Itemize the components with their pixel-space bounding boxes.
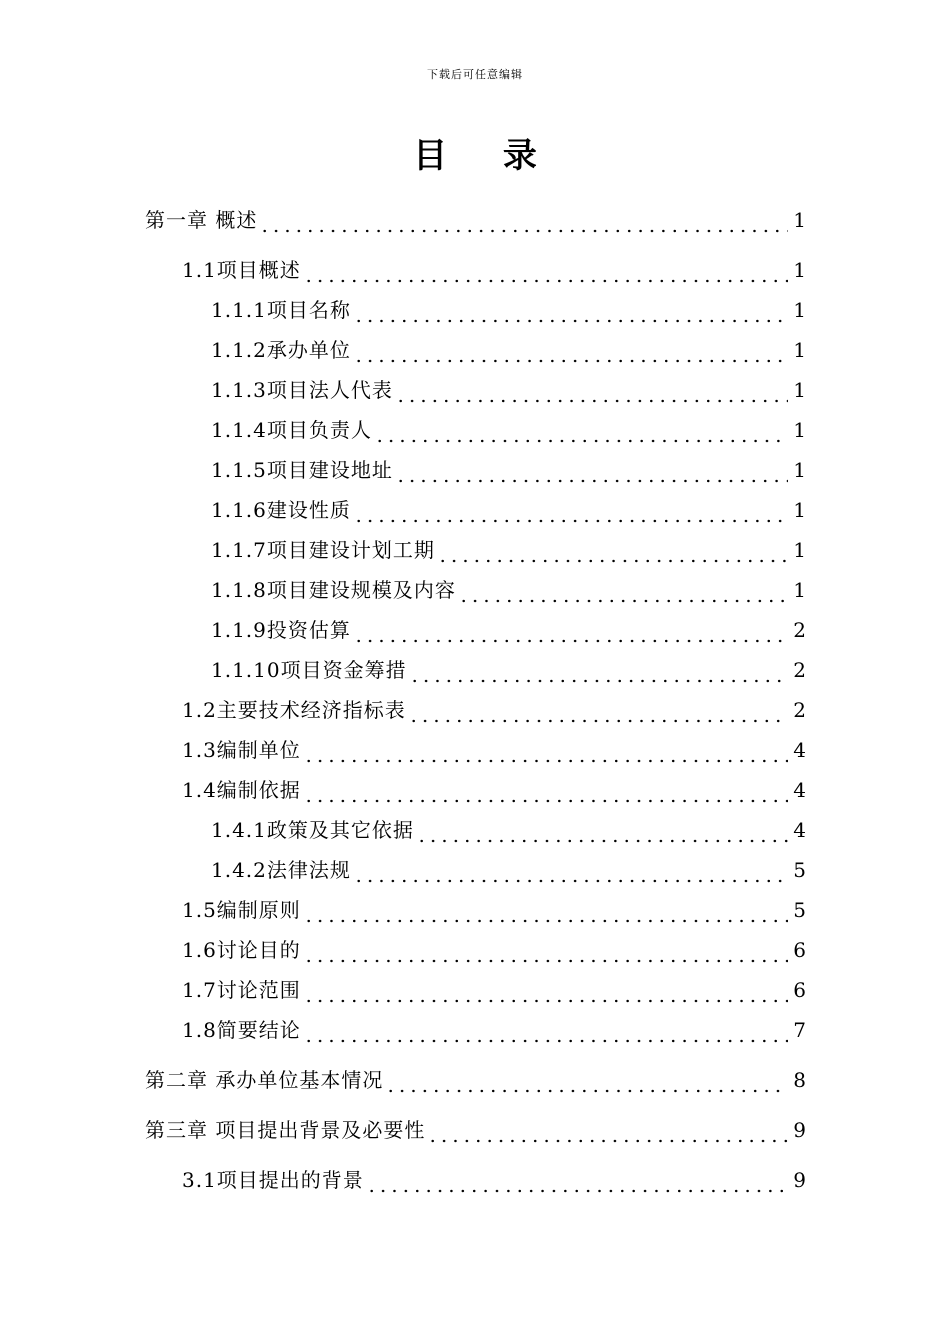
toc-entry[interactable] [211, 535, 806, 565]
toc-entry[interactable] [211, 415, 806, 445]
toc-page-number: 2 [793, 698, 806, 722]
toc-page-number: 1 [793, 208, 806, 232]
toc-page-number: 2 [793, 658, 806, 682]
toc-entry[interactable] [211, 655, 806, 685]
toc-entry[interactable] [211, 855, 806, 885]
toc-entry[interactable] [182, 895, 806, 925]
toc-entry-label: 1.1.1项目名称 [211, 298, 351, 322]
toc-entry-label: 1.4.2法律法规 [211, 858, 351, 882]
toc-page-number: 4 [793, 778, 806, 802]
toc-entry[interactable] [211, 375, 806, 405]
toc-entry[interactable] [211, 335, 806, 365]
toc-entry[interactable] [145, 1115, 806, 1145]
toc-page-number: 7 [793, 1018, 806, 1042]
toc-entry-label: 1.3编制单位 [182, 738, 301, 762]
toc-entry[interactable] [182, 255, 806, 285]
toc-entry-label: 1.2主要技术经济指标表 [182, 698, 406, 722]
toc-page-number: 1 [793, 338, 806, 362]
toc-entry-label: 1.1.6建设性质 [211, 498, 351, 522]
dot-leader [437, 541, 788, 565]
toc-entry-label: 1.1.9投资估算 [211, 618, 351, 642]
dot-leader [353, 301, 788, 325]
toc-entry[interactable] [182, 695, 806, 725]
toc-entry[interactable] [145, 205, 806, 235]
dot-leader [353, 621, 788, 645]
dot-leader [395, 381, 788, 405]
dot-leader [303, 261, 788, 285]
toc-page-number: 8 [793, 1068, 806, 1092]
dot-leader [259, 211, 788, 235]
toc-entry[interactable] [211, 615, 806, 645]
header-note: 下载后可任意编辑 [427, 68, 523, 81]
dot-leader [427, 1121, 788, 1145]
dot-leader [385, 1071, 788, 1095]
toc-entry[interactable] [182, 735, 806, 765]
toc-entry-label: 3.1项目提出的背景 [182, 1168, 364, 1192]
toc-entry-label: 第一章 概述 [145, 208, 258, 232]
toc-entry-label: 1.1.5项目建设地址 [211, 458, 393, 482]
dot-leader [409, 661, 788, 685]
page-title: 目 录 [413, 136, 559, 176]
dot-leader [458, 581, 788, 605]
toc-page-number: 9 [793, 1118, 806, 1142]
toc-entry-label: 1.6讨论目的 [182, 938, 301, 962]
toc-page-number: 1 [793, 578, 806, 602]
dot-leader [374, 421, 788, 445]
dot-leader [303, 1021, 788, 1045]
toc-page-number: 9 [793, 1168, 806, 1192]
toc-entry-label: 第二章 承办单位基本情况 [145, 1068, 384, 1092]
dot-leader [353, 861, 788, 885]
toc-entry-label: 1.4编制依据 [182, 778, 301, 802]
toc-entry[interactable] [182, 935, 806, 965]
dot-leader [395, 461, 788, 485]
toc-page-number: 6 [793, 978, 806, 1002]
toc-entry[interactable] [211, 575, 806, 605]
dot-leader [353, 341, 788, 365]
toc-entry[interactable] [182, 775, 806, 805]
dot-leader [353, 501, 788, 525]
toc-entry-label: 1.1.4项目负责人 [211, 418, 372, 442]
toc-page-number: 1 [793, 298, 806, 322]
toc-entry-label: 1.1项目概述 [182, 258, 301, 282]
toc-entry[interactable] [182, 975, 806, 1005]
toc-page-number: 5 [793, 858, 806, 882]
toc-page-number: 6 [793, 938, 806, 962]
dot-leader [303, 781, 788, 805]
toc-page-number: 1 [793, 458, 806, 482]
toc-entry-label: 1.1.8项目建设规模及内容 [211, 578, 456, 602]
toc-entry-label: 1.1.7项目建设计划工期 [211, 538, 435, 562]
toc-page-number: 4 [793, 818, 806, 842]
toc-page-number: 1 [793, 258, 806, 282]
toc-entry[interactable] [211, 815, 806, 845]
toc-entry-label: 1.1.2承办单位 [211, 338, 351, 362]
toc-entry[interactable] [211, 495, 806, 525]
dot-leader [303, 901, 788, 925]
toc-entry[interactable] [211, 295, 806, 325]
toc-page-number: 1 [793, 498, 806, 522]
dot-leader [366, 1171, 788, 1195]
toc-entry-label: 1.8简要结论 [182, 1018, 301, 1042]
toc-page-number: 1 [793, 378, 806, 402]
toc-entry-label: 1.7讨论范围 [182, 978, 301, 1002]
toc-page-number: 5 [793, 898, 806, 922]
toc-entry-label: 1.1.10项目资金筹措 [211, 658, 407, 682]
dot-leader [303, 741, 788, 765]
toc-entry-label: 1.5编制原则 [182, 898, 301, 922]
toc-entry-label: 1.1.3项目法人代表 [211, 378, 393, 402]
toc-entry[interactable] [145, 1065, 806, 1095]
toc-entry-label: 第三章 项目提出背景及必要性 [145, 1118, 426, 1142]
toc-entry[interactable] [211, 455, 806, 485]
dot-leader [303, 981, 788, 1005]
toc-entry[interactable] [182, 1165, 806, 1195]
toc-entry[interactable] [182, 1015, 806, 1045]
toc-page-number: 4 [793, 738, 806, 762]
toc-page-number: 1 [793, 538, 806, 562]
toc-entry-label: 1.4.1政策及其它依据 [211, 818, 414, 842]
dot-leader [416, 821, 788, 845]
dot-leader [303, 941, 788, 965]
dot-leader [408, 701, 788, 725]
toc-page-number: 1 [793, 418, 806, 442]
toc-page-number: 2 [793, 618, 806, 642]
